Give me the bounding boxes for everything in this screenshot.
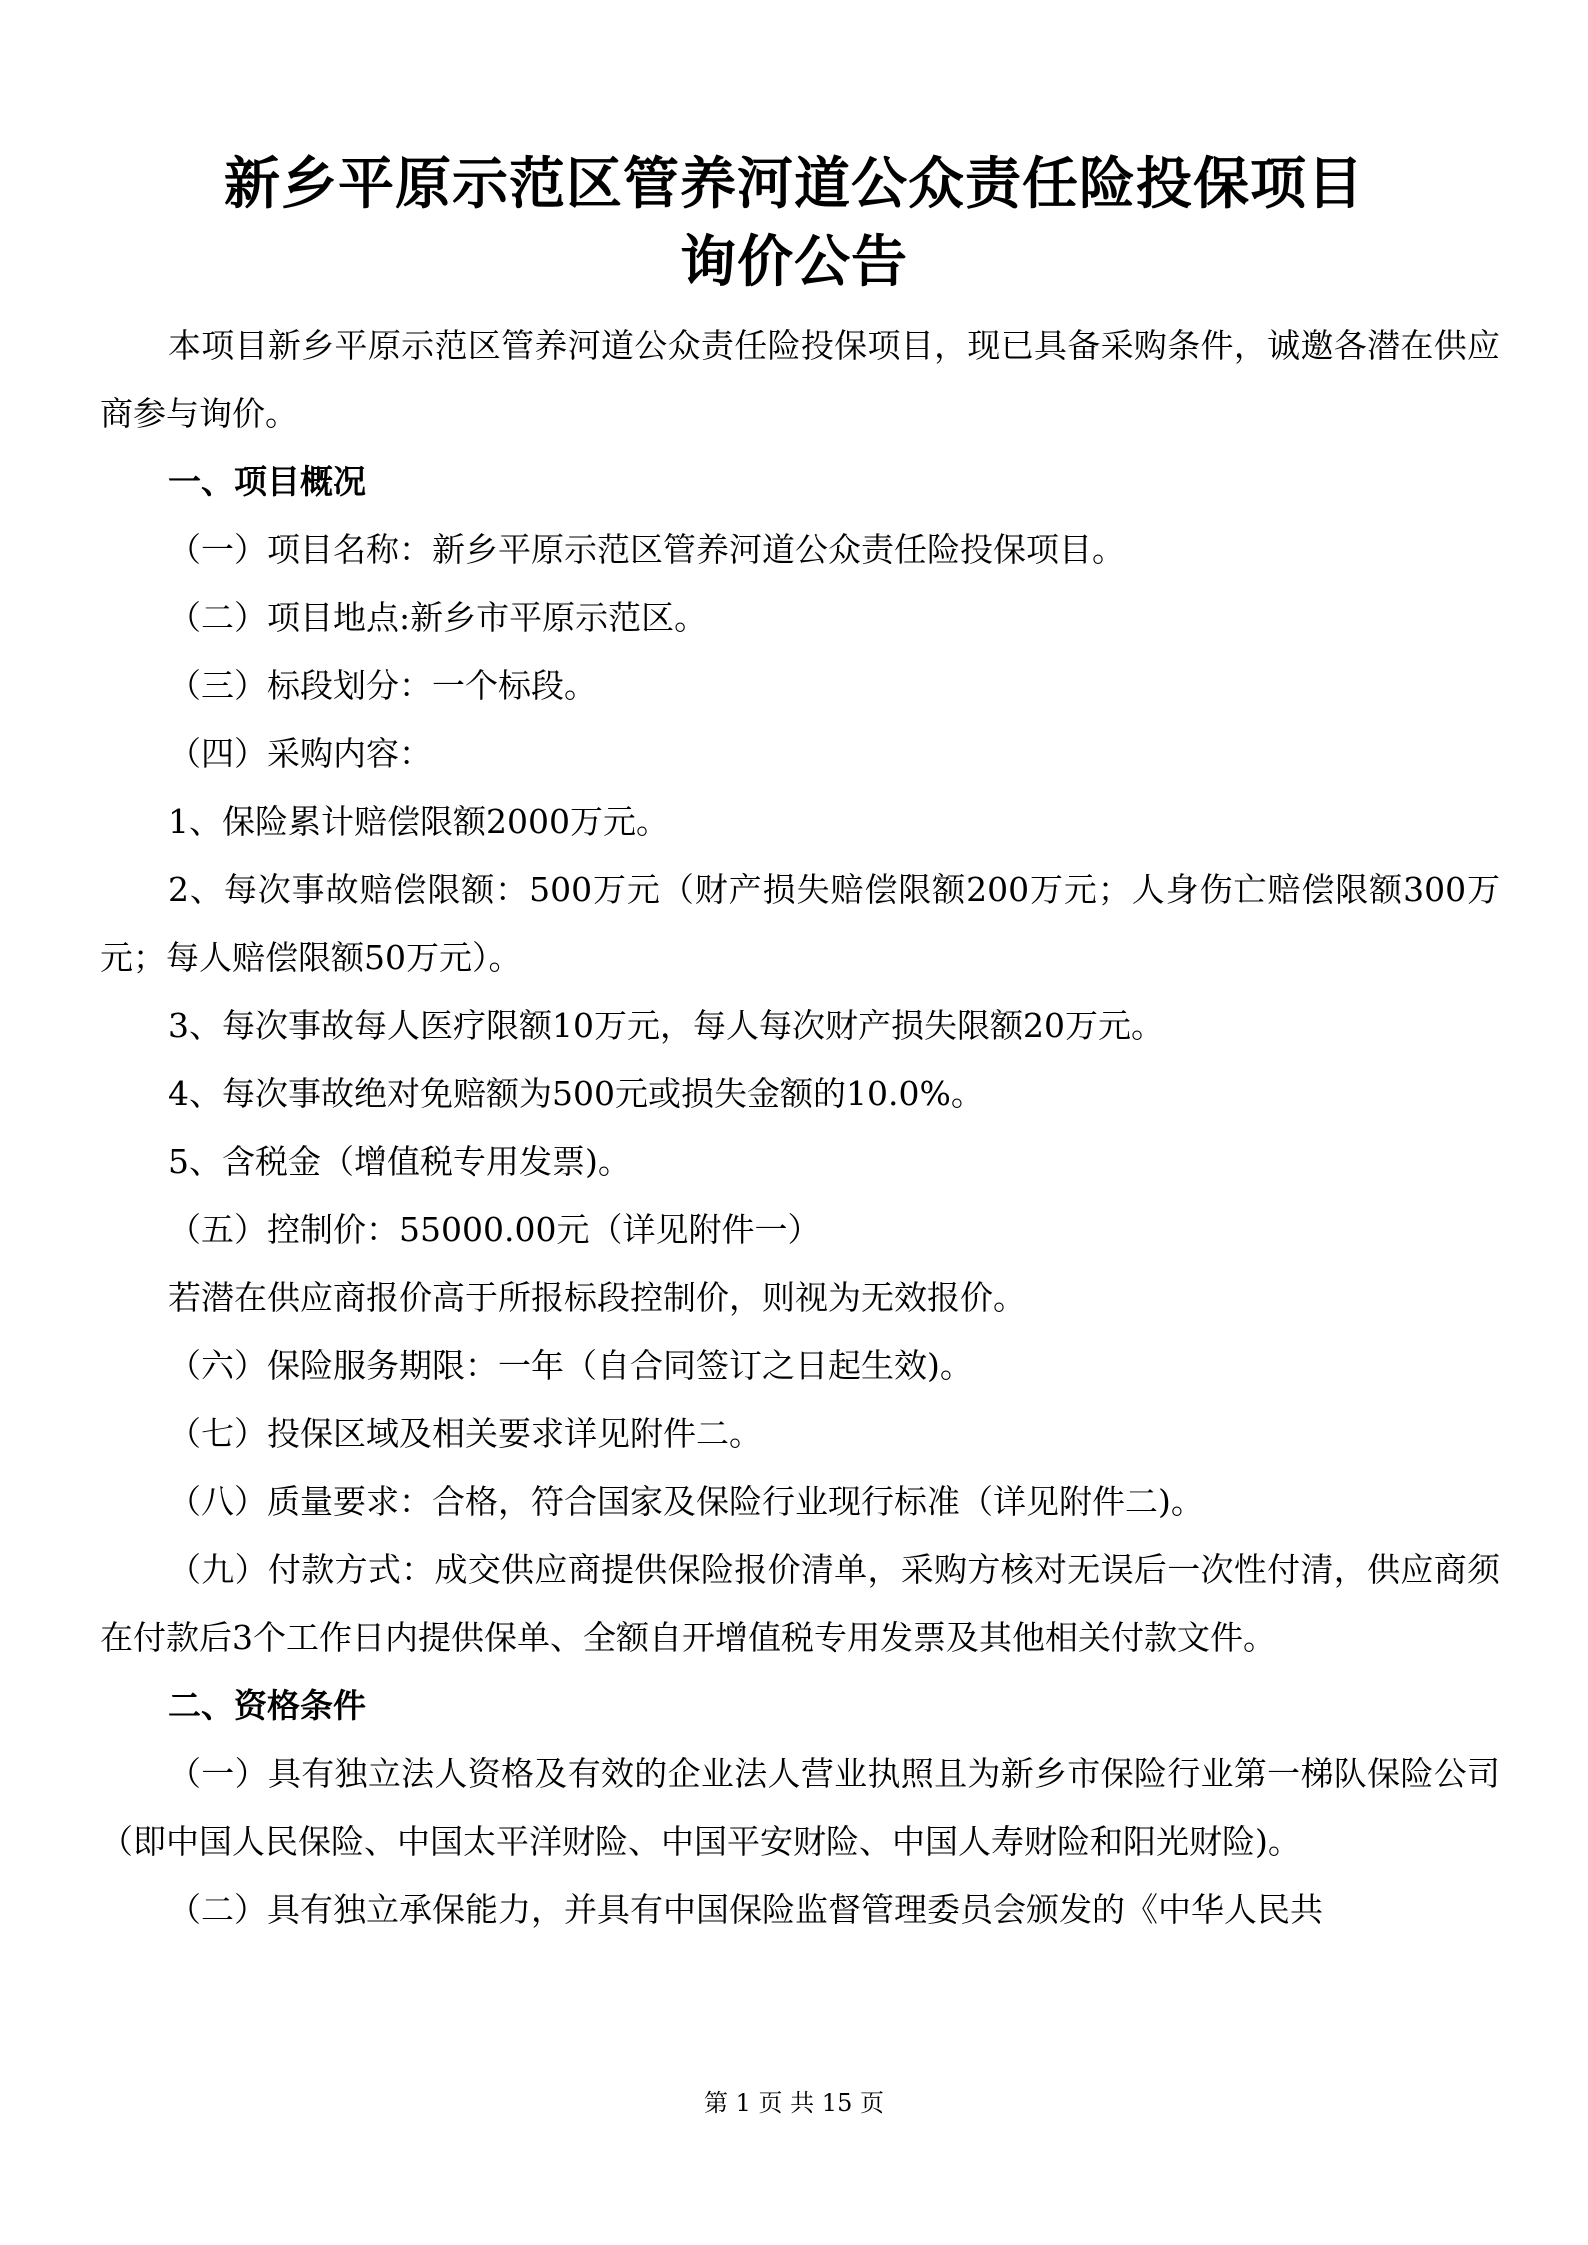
body-paragraph: 本项目新乡平原示范区管养河道公众责任险投保项目，现已具备采购条件，诚邀各潜在供应商参与询价。 [100,326,1500,433]
body-paragraph: （二）项目地点:新乡市平原示范区。 [168,598,708,637]
body-paragraph: 2、每次事故赔偿限额：500万元（财产损失赔偿限额200万元；人身伤亡赔偿限额300万元；每人赔偿限额50万元）。 [100,870,1500,977]
body-paragraph: 4、每次事故绝对免赔额为500元或损失金额的10.0%。 [168,1074,984,1113]
body-paragraph: （七）投保区域及相关要求详见附件二。 [168,1414,762,1453]
section-heading: 二、资格条件 [168,1686,366,1725]
document-title-line1: 新乡平原示范区管养河道公众责任险投保项目 [224,152,1364,217]
document-title-line2: 询价公告 [680,230,908,295]
body-paragraph: 5、含税金（增值税专用发票)。 [168,1142,631,1181]
body-paragraph: 1、保险累计赔偿限额2000万元。 [168,802,669,841]
body-paragraph: 3、每次事故每人医疗限额10万元，每人每次财产损失限额20万元。 [168,1006,1164,1045]
body-paragraph: （一）具有独立法人资格及有效的企业法人营业执照且为新乡市保险行业第一梯队保险公司（即中国人民保险、中国太平洋财险、中国平安财险、中国人寿财险和阳光财险)。 [100,1754,1500,1861]
body-paragraph: （二）具有独立承保能力，并具有中国保险监督管理委员会颁发的《中华人民共 [168,1890,1323,1929]
body-paragraph: （三）标段划分：一个标段。 [168,666,597,705]
body-paragraph: （四）采购内容： [168,734,432,773]
body-paragraph: （五）控制价：55000.00元（详见附件一） [168,1210,821,1249]
page-footer: 第 1 页 共 15 页 [704,2089,884,2117]
body-paragraph: （八）质量要求：合格，符合国家及保险行业现行标准（详见附件二)。 [168,1482,1204,1521]
body-paragraph: （一）项目名称：新乡平原示范区管养河道公众责任险投保项目。 [168,530,1125,569]
section-heading: 一、项目概况 [168,462,366,501]
body-paragraph: 若潜在供应商报价高于所报标段控制价，则视为无效报价。 [168,1278,1026,1317]
body-paragraph: （六）保险服务期限：一年（自合同签订之日起生效)。 [168,1346,973,1385]
document-body [100,312,1500,1944]
body-paragraph: （九）付款方式：成交供应商提供保险报价清单，采购方核对无误后一次性付清，供应商须在付款后3个工作日内提供保单、全额自开增值税专用发票及其他相关付款文件。 [100,1550,1500,1657]
